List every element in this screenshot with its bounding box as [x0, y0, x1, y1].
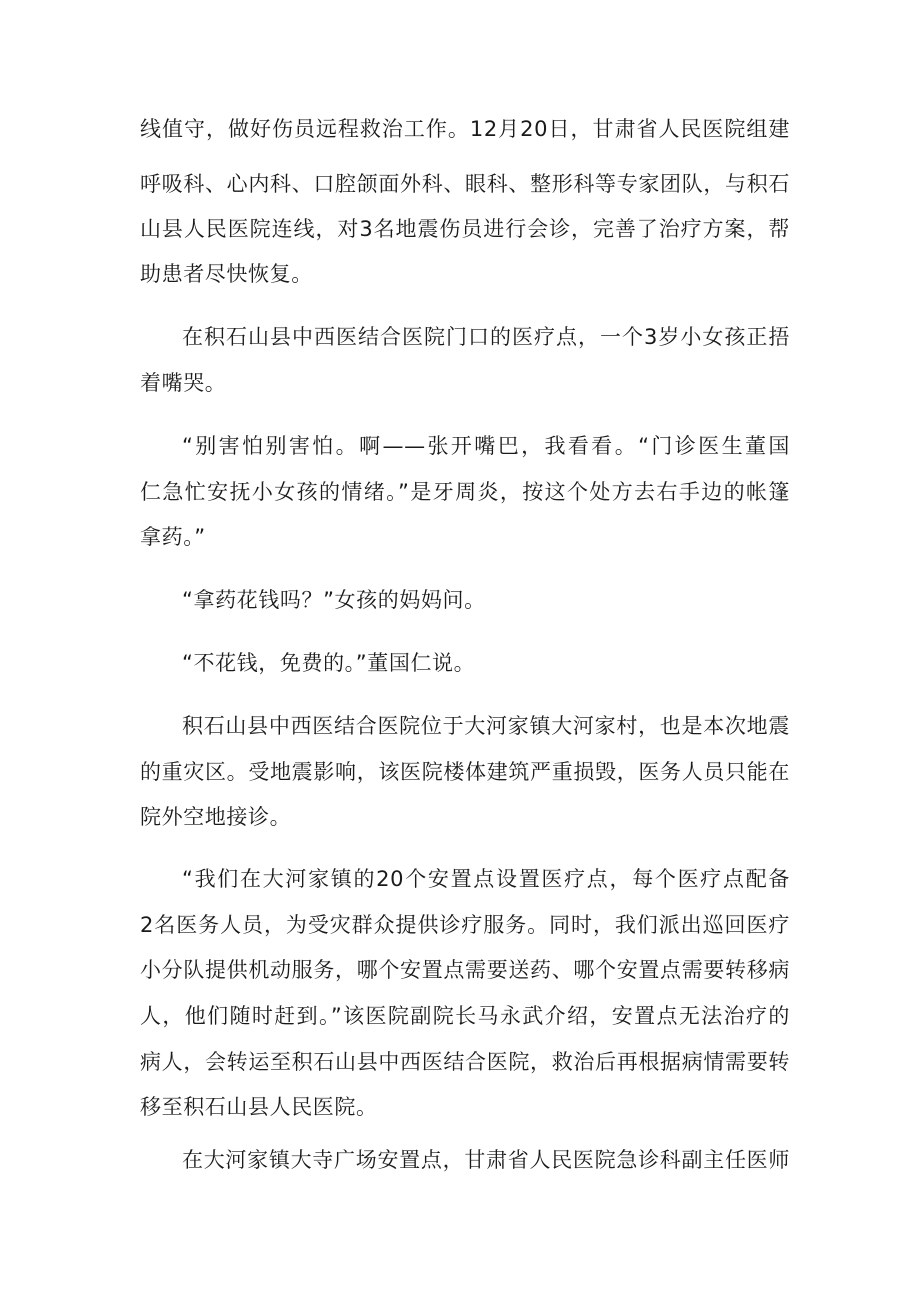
text-line: 人，他们随时赶到。”该医院副院长马永武介绍，安置点无法治疗的	[140, 1004, 790, 1028]
text-line: 病人，会转运至积石山县中西医结合医院，救治后再根据病情需要转	[140, 1050, 790, 1074]
text-line: 着嘴哭。	[140, 371, 227, 395]
text-line: “我们在大河家镇的20个安置点设置医疗点，每个医疗点配备	[182, 867, 790, 891]
text-line: 移至积石山县人民医院。	[140, 1095, 378, 1119]
text-line: 小分队提供机动服务，哪个安置点需要送药、哪个安置点需要转移病	[140, 958, 790, 982]
text-line: 助患者尽快恢复。	[140, 262, 313, 286]
text-line: 2名医务人员，为受灾群众提供诊疗服务。同时，我们派出巡回医疗	[140, 913, 790, 937]
text-line: 的重灾区。受地震影响，该医院楼体建筑严重损毁，医务人员只能在	[140, 760, 790, 784]
text-line: 在积石山县中西医结合医院门口的医疗点，一个3岁小女孩正捂	[182, 325, 790, 349]
text-line: “别害怕别害怕。啊——张开嘴巴，我看看。“门诊医生董国	[182, 434, 790, 458]
text-line: 仁急忙安抚小女孩的情绪。”是牙周炎，按这个处方去右手边的帐篷	[140, 480, 790, 504]
text-line: “不花钱，免费的。”董国仁说。	[182, 651, 476, 675]
text-line: 拿药。”	[140, 525, 206, 549]
text-line: 线值守，做好伤员远程救治工作。12月20日，甘肃省人民医院组建	[140, 117, 790, 141]
text-line: “拿药花钱吗？”女孩的妈妈问。	[182, 588, 486, 612]
text-line: 在大河家镇大寺广场安置点，甘肃省人民医院急诊科副主任医师	[182, 1148, 790, 1172]
text-line: 积石山县中西医结合医院位于大河家镇大河家村，也是本次地震	[182, 714, 790, 738]
text-line: 院外空地接诊。	[140, 805, 292, 829]
text-line: 呼吸科、心内科、口腔颌面外科、眼科、整形科等专家团队，与积石	[140, 172, 790, 196]
text-line: 山县人民医院连线，对3名地震伤员进行会诊，完善了治疗方案，帮	[140, 217, 790, 241]
